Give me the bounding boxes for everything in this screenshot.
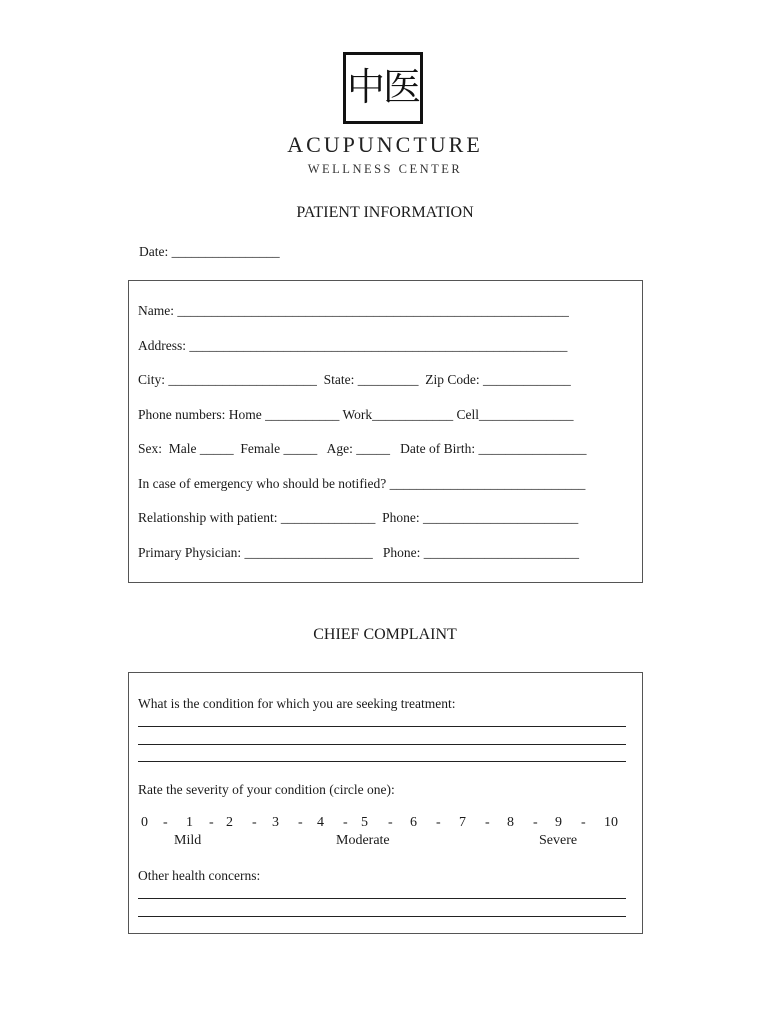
scale-value-8[interactable]: 8	[507, 815, 514, 830]
primary-physician-fields[interactable]: Primary Physician: ___________________ Phone: _______________________	[138, 545, 579, 560]
scale-value-0[interactable]: 0	[141, 815, 148, 830]
other-concerns-label: Other health concerns:	[138, 868, 261, 883]
logo-glyphs: 中医	[346, 65, 419, 109]
scale-separator: -	[163, 815, 168, 830]
sex-age-dob-fields[interactable]: Sex: Male _____ Female _____ Age: _____ Date of Birth: ________________	[138, 441, 587, 456]
address-field[interactable]: Address: ________________________________________________________	[138, 338, 568, 353]
relationship-phone-fields[interactable]: Relationship with patient: ______________ Phone: _______________________	[138, 510, 579, 525]
scale-separator: -	[388, 815, 393, 830]
phone-numbers-fields[interactable]: Phone numbers: Home ___________ Work____________ Cell______________	[138, 407, 574, 422]
emergency-contact-field[interactable]: In case of emergency who should be notified? _____________________________	[138, 476, 586, 491]
scale-label-severe: Severe	[539, 833, 578, 848]
name-field[interactable]: Name: __________________________________________________________	[138, 303, 569, 318]
date-field[interactable]: Date: ________________	[139, 244, 280, 259]
scale-separator: -	[252, 815, 257, 830]
patient-information-heading: PATIENT INFORMATION	[296, 204, 474, 221]
scale-value-4[interactable]: 4	[317, 815, 324, 830]
severity-question: Rate the severity of your condition (circle one):	[138, 782, 395, 797]
logo-emblem	[343, 52, 423, 124]
scale-value-6[interactable]: 6	[410, 815, 417, 830]
scale-label-moderate: Moderate	[336, 833, 390, 848]
scale-separator: -	[533, 815, 538, 830]
chief-complaint-heading: CHIEF COMPLAINT	[313, 626, 457, 643]
scale-separator: -	[298, 815, 303, 830]
condition-answer-line-1[interactable]	[138, 726, 626, 727]
scale-label-mild: Mild	[174, 833, 202, 848]
scale-value-2[interactable]: 2	[226, 815, 233, 830]
scale-separator: -	[581, 815, 586, 830]
scale-value-7[interactable]: 7	[459, 815, 466, 830]
other-concerns-line-2[interactable]	[138, 916, 626, 917]
scale-separator: -	[343, 815, 348, 830]
scale-separator: -	[436, 815, 441, 830]
condition-question: What is the condition for which you are seeking treatment:	[138, 696, 456, 711]
scale-value-10[interactable]: 10	[604, 815, 618, 830]
scale-value-9[interactable]: 9	[555, 815, 562, 830]
other-concerns-line-1[interactable]	[138, 898, 626, 899]
scale-value-5[interactable]: 5	[361, 815, 368, 830]
brand-subtitle: WELLNESS CENTER	[307, 162, 463, 176]
city-state-zip-fields[interactable]: City: ______________________ State: _________ Zip Code: _____________	[138, 372, 571, 387]
brand-name: ACUPUNCTURE	[287, 132, 483, 157]
condition-answer-line-2[interactable]	[138, 744, 626, 745]
condition-answer-line-3[interactable]	[138, 761, 626, 762]
scale-separator: -	[485, 815, 490, 830]
scale-value-3[interactable]: 3	[272, 815, 279, 830]
patient-information-box	[128, 280, 643, 583]
scale-value-1[interactable]: 1	[186, 815, 193, 830]
scale-separator: -	[209, 815, 214, 830]
